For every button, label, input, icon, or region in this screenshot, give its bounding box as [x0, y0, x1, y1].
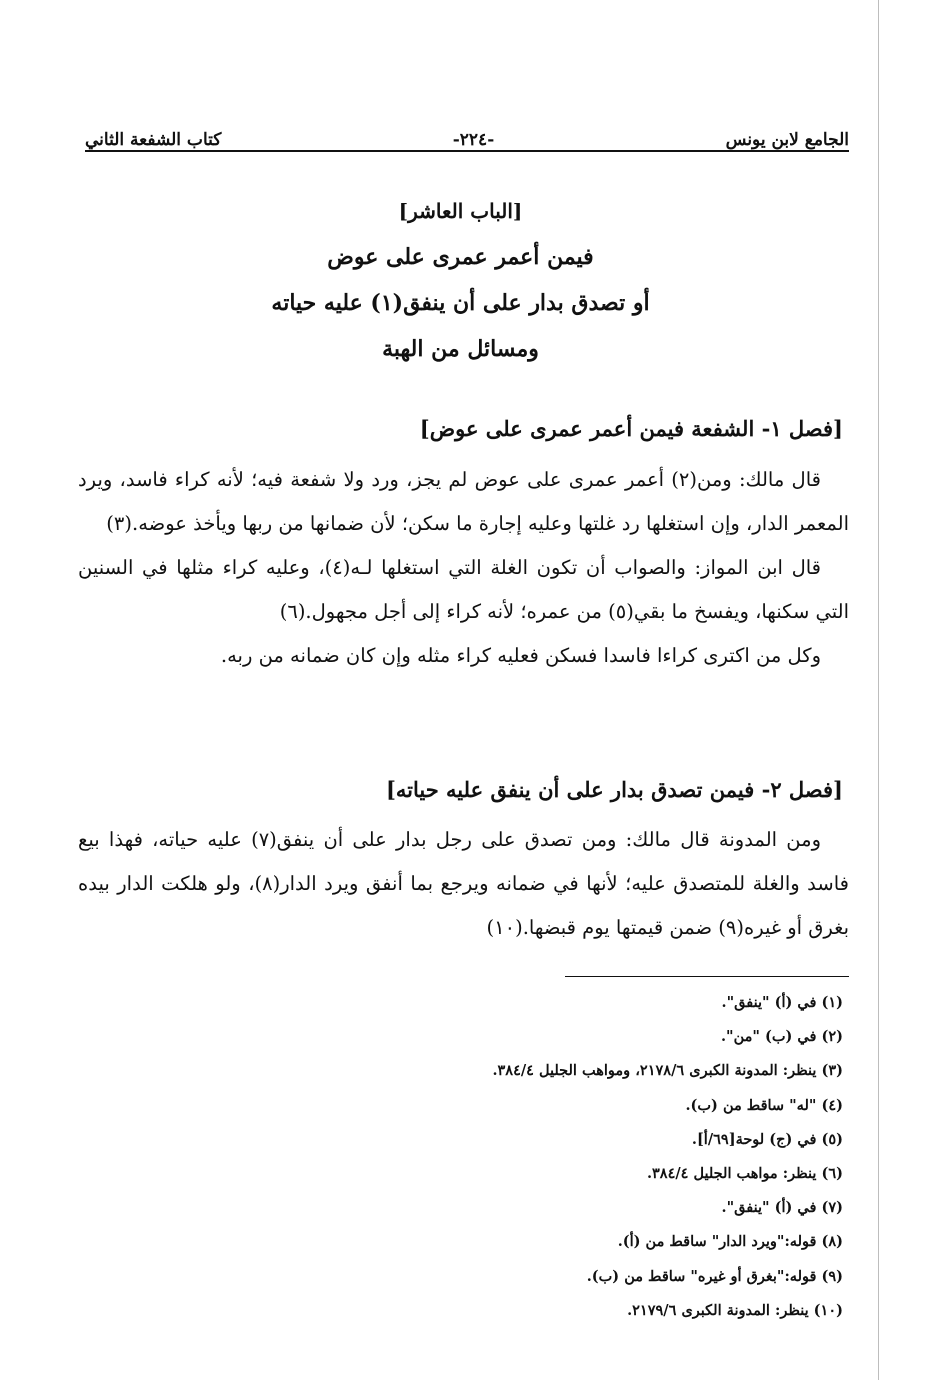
- page-number: -٢٢٤-: [452, 130, 495, 150]
- footnote: (١) في (أ) "ينفق".: [721, 994, 843, 1011]
- chapter-title-line-2: أو تصدق بدار على أن ينفق(١) عليه حياته: [271, 290, 650, 316]
- section-1-body: [78, 458, 849, 678]
- footnote: (١٠) ينظر: المدونة الكبرى ٢١٧٩/٦.: [627, 1301, 843, 1319]
- chapter-title-line-1: فيمن أعمر عمرى على عوض: [327, 244, 594, 270]
- footnote: (٦) ينظر: مواهب الجليل ٣٨٤/٤.: [646, 1165, 843, 1183]
- section-2-paragraph-1: ومن المدونة قال مالك: ومن تصدق على رجل بدار على أن ينفق(٧) عليه حياته، فهذا بيع فاسد والغلة للمتصدق عليه؛ لأنها في ضمانه ويرجع بما أنفق ويرد الدار(٨)، ولو هلكت الدار بيده بغرق أو غيره(٩) ضمن قيمتها يوم قبضها.(١٠): [78, 828, 849, 939]
- chapter-title-block: [130, 188, 791, 372]
- running-header: [85, 118, 849, 150]
- section-1-paragraph-2: قال ابن المواز: والصواب أن تكون الغلة التي استغلها لـه(٤)، وعليه كراء مثلها في السنين التي سكنها، ويفسخ ما بقي(٥) من عمره؛ لأنه كراء إلى أجل مجهول.(٦): [78, 556, 849, 623]
- section-1-paragraph-3: وكل من اكترى كراءا فاسدا فسكن فعليه كراء مثله وإن كان ضمانه من ربه.: [220, 644, 821, 667]
- section-1-heading: [فصل ١- الشفعة فيمن أعمر عمرى على عوض]: [419, 416, 843, 441]
- section-2-heading: [فصل ٢- فيمن تصدق بدار على أن ينفق عليه حياته]: [385, 777, 843, 802]
- chapter-number: [الباب العاشر]: [398, 199, 523, 223]
- footnote-divider: [565, 976, 849, 977]
- scan-edge-line: [878, 0, 879, 1380]
- chapter-title-line-3: ومسائل من الهبة: [382, 336, 539, 362]
- footnote: (٤) "له" ساقط من (ب).: [685, 1096, 843, 1114]
- section-1-paragraph-1: قال مالك: ومن(٢) أعمر عمرى على عوض لم يجز، ورد ولا شفعة فيه؛ لأنه كراء فاسد، ويرد المعمر الدار، وإن استغلها رد غلتها وعليه إجارة ما سكن؛ لأن ضمانها من ربها ويأخذ عوضه.(٣): [78, 468, 849, 535]
- footnote: (٨) قوله:"ويرد الدار" ساقط من (أ).: [617, 1233, 843, 1251]
- section-2-body: [78, 818, 849, 950]
- footnote: (٢) في (ب) "من".: [720, 1028, 843, 1046]
- footnote: (٧) في (أ) "ينفق".: [721, 1199, 843, 1217]
- footnote: (٩) قوله:"بغرق أو غيره" ساقط من (ب).: [586, 1267, 843, 1285]
- header-divider: [85, 150, 849, 152]
- footnote: (٥) في (ج) لوحة[٦٩/أ].: [691, 1130, 843, 1148]
- footnotes: [300, 986, 843, 1328]
- book-title: الجامع لابن يونس: [725, 130, 849, 150]
- footnote: (٣) ينظر: المدونة الكبرى ٢١٧٨/٦، ومواهب الجليل ٣٨٤/٤.: [492, 1062, 843, 1080]
- section-title: كتاب الشفعة الثاني: [85, 130, 222, 150]
